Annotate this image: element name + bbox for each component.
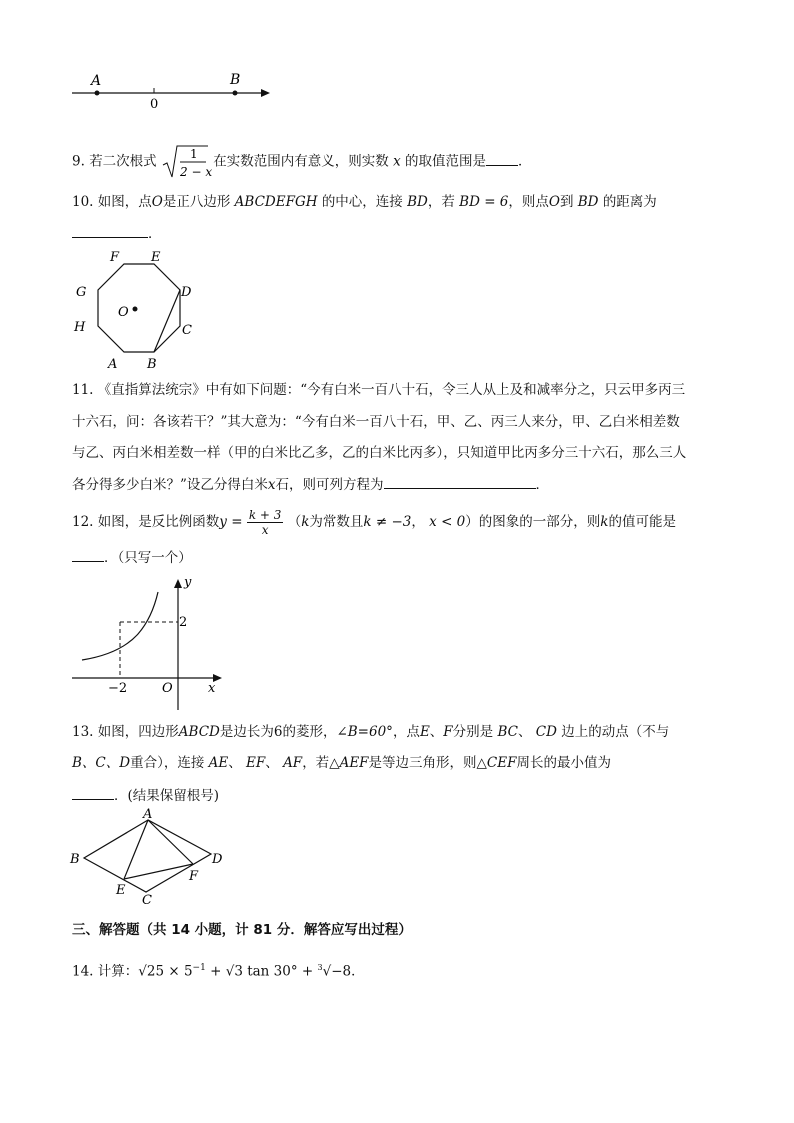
q12-cond-2: x < 0 <box>429 514 466 530</box>
q11-var: x <box>267 477 276 493</box>
zero-label: 0 <box>150 97 159 112</box>
q13-text-15: ．(结果保留根号) <box>114 788 220 804</box>
q10-o: O <box>151 194 163 210</box>
vertex-b-label: B <box>147 357 157 372</box>
rhombus-figure <box>66 807 236 908</box>
rhombus-e-label: E <box>116 883 126 898</box>
q13-text-2: 是边长为 <box>219 724 274 740</box>
q13-text-3: 的菱形， <box>282 724 337 740</box>
q12-text-7: ．（只写一个） <box>104 550 192 566</box>
q12-text-6: 的值可能是 <box>608 514 676 530</box>
section-3-title: 三、解答题（共 14 小题，计 81 分．解答应写出过程） <box>72 922 412 938</box>
rhombus-d-label: D <box>212 852 223 867</box>
vertex-h-label: H <box>74 320 86 335</box>
q9-frac-num: 1 <box>189 147 198 161</box>
x-tick-neg2-label: −2 <box>108 681 128 696</box>
octagon-figure <box>68 246 198 376</box>
q10-text-7: 的距离为 <box>602 194 657 210</box>
q12-frac-den: x <box>261 523 269 537</box>
q13-text-10: 、 <box>228 755 242 771</box>
q9-text-3: 的取值范围是 <box>405 153 486 170</box>
q10-end: ． <box>148 226 162 242</box>
q13-f: F <box>443 724 453 740</box>
q13-six: 6 <box>273 724 283 740</box>
vertex-f-label: F <box>110 250 120 265</box>
q13-tri-aef: △AEF <box>329 755 369 771</box>
rhombus-f-label: F <box>189 869 199 884</box>
q13-bcd: B、C、D <box>72 755 131 771</box>
q13-text-8: 边上的动点（不与 <box>561 724 670 740</box>
question-11-line-1: 11. 《直指算法统宗》中有如下问题：“今有白米一百八十石，令三人从上及和减率分之，只云甲多丙三 <box>72 382 686 398</box>
q13-number: 13. <box>72 724 94 740</box>
q12-text-1: 如图，是反比例函数 <box>97 514 220 530</box>
q12-text-4: ， <box>411 514 425 530</box>
center-o-label: O <box>118 305 129 320</box>
q9-text-2: 在实数范围内有意义，则实数 <box>213 153 389 170</box>
q12-text-2: （ <box>287 514 302 530</box>
rhombus-b-label: B <box>70 852 80 867</box>
point-b-label: B <box>230 72 241 88</box>
q12-number: 12. <box>72 514 94 530</box>
q9-answer-blank[interactable] <box>486 151 518 166</box>
q10-bd2: BD <box>577 194 599 210</box>
q13-text-11: 、 <box>265 755 279 771</box>
q13-text-14: 周长的最小值为 <box>516 755 611 771</box>
q13-text-6: 分别是 <box>452 724 494 740</box>
q13-bc: BC <box>497 724 518 740</box>
q12-func: y = <box>219 514 243 530</box>
question-13-line-3 <box>72 785 219 806</box>
q14-number: 14. <box>72 963 94 980</box>
q10-text-4: ，若 <box>427 194 455 210</box>
q12-frac-num: k + 3 <box>248 508 282 522</box>
q10-o2: O <box>548 194 560 210</box>
q13-answer-blank[interactable] <box>72 785 114 800</box>
q14-end: ． <box>351 963 365 980</box>
q9-end: ． <box>518 153 532 170</box>
question-14 <box>72 958 365 982</box>
q11-end: ． <box>535 477 550 493</box>
q14-text-1: 计算： <box>97 963 139 980</box>
question-11-line-2: 十六石，问：各该若干？”其大意为：“今有白米一百八十石，甲、乙、丙三人来分，甲、乙白米相差数 <box>72 414 680 430</box>
q10-answer-blank[interactable] <box>72 223 148 238</box>
q12-text-3: 为常数且 <box>309 514 364 530</box>
vertex-e-label: E <box>151 250 161 265</box>
question-10 <box>72 192 657 212</box>
q12-fraction <box>247 508 284 537</box>
q13-angle: ∠B=60° <box>336 724 393 740</box>
vertex-g-label: G <box>76 285 87 300</box>
q13-tri-cef: △CEF <box>476 755 517 771</box>
q13-text-12: ，若 <box>302 755 330 771</box>
rhombus-a-label: A <box>143 807 153 822</box>
vertex-c-label: C <box>182 323 192 338</box>
question-13-line-1 <box>72 722 669 742</box>
q9-var: x <box>393 153 401 170</box>
q10-polygon: ABCDEFGH <box>234 194 318 210</box>
rhombus-c-label: C <box>142 893 152 908</box>
question-11-line-4 <box>72 474 549 495</box>
q12-text-5: ）的图象的一部分，则 <box>465 514 601 530</box>
q12-answer-line <box>72 547 192 568</box>
q9-radical <box>161 143 213 181</box>
q13-text-4: ，点 <box>392 724 420 740</box>
q11-text-1: 各分得多少白米？”设乙分得白米 <box>72 477 268 493</box>
q11-answer-blank[interactable] <box>384 474 536 489</box>
x-axis-label: x <box>208 681 216 696</box>
q13-text-1: 如图，四边形 <box>97 724 179 740</box>
vertex-a-label: A <box>108 357 118 372</box>
q11-text-2: 石，则可列方程为 <box>275 477 384 493</box>
q10-eq: BD = 6 <box>459 194 509 210</box>
question-11-line-3: 与乙、丙白米相差数一样（甲的白米比乙多，乙的白米比丙多），只知道甲比丙多分三十六石，那么三人 <box>72 445 687 461</box>
q9-frac-den: 2 − x <box>179 165 213 179</box>
y-tick-2-label: 2 <box>179 615 188 630</box>
q14-expr-2: + √3 tan 30° + <box>205 963 318 980</box>
q13-e: E <box>419 724 430 740</box>
question-9 <box>72 143 532 181</box>
question-13-line-2 <box>72 753 611 773</box>
q13-text-9: 重合），连接 <box>130 755 205 771</box>
q12-k2: k <box>600 514 609 530</box>
q13-ae: AE <box>208 755 229 771</box>
q9-number: 9. <box>72 153 85 170</box>
q14-sup: −1 <box>192 963 206 973</box>
q14-expr-1: √25 × 5 <box>138 963 193 980</box>
q13-abcd: ABCD <box>178 724 220 740</box>
q9-text-1: 若二次根式 <box>89 153 157 170</box>
number-line-figure <box>66 70 276 112</box>
q13-ef: EF <box>246 755 266 771</box>
q10-answer-line <box>72 223 162 244</box>
q10-text-2: 是正八边形 <box>162 194 231 210</box>
question-12 <box>72 508 676 537</box>
vertex-d-label: D <box>181 285 192 300</box>
q14-expr-3: √−8 <box>322 963 352 980</box>
point-a-label: A <box>91 73 102 89</box>
q10-text-6: 到 <box>559 194 574 210</box>
q10-text-1: 如图，点 <box>97 194 152 210</box>
q13-cd: CD <box>535 724 557 740</box>
q10-text-3: 的中心，连接 <box>321 194 403 210</box>
q13-text-13: 是等边三角形，则 <box>368 755 477 771</box>
y-axis-label: y <box>184 575 192 590</box>
q12-k: k <box>301 514 310 530</box>
q13-text-7: 、 <box>517 724 532 740</box>
origin-label: O <box>162 681 173 696</box>
q10-bd: BD <box>407 194 428 210</box>
q12-answer-blank[interactable] <box>72 547 104 562</box>
q12-cond-1: k ≠ −3 <box>363 514 412 530</box>
q10-text-5: ，则点 <box>508 194 549 210</box>
q10-number: 10. <box>72 194 94 210</box>
q13-af: AF <box>283 755 303 771</box>
q14-cube-index: 3 <box>317 963 323 972</box>
q13-text-5: 、 <box>429 724 444 740</box>
hyperbola-figure <box>68 574 228 714</box>
